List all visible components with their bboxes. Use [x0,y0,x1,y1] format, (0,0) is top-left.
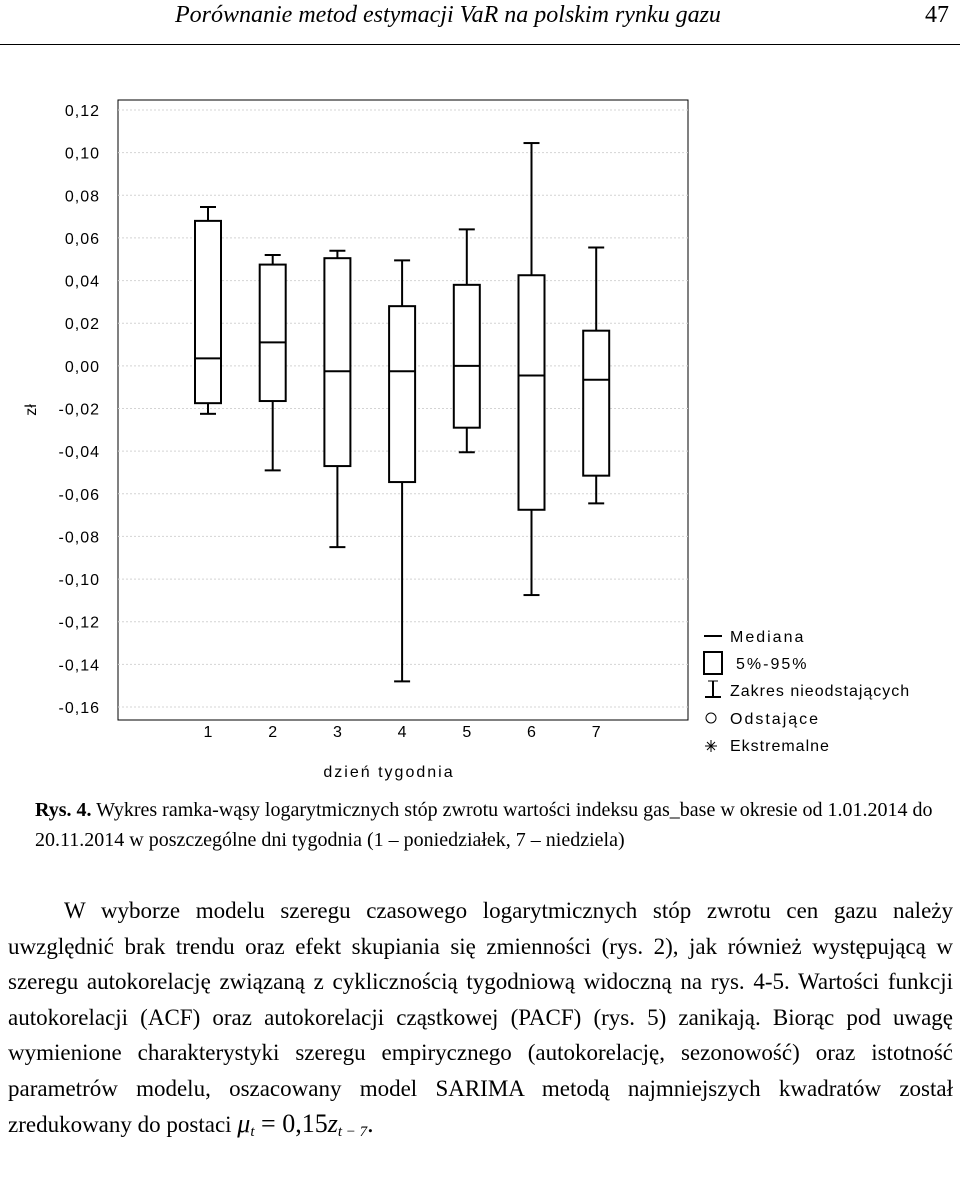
y-tick-label: -0,14 [58,657,100,675]
box-day-6 [519,143,545,595]
y-axis-ticks [59,103,100,717]
y-tick-label: -0,10 [58,572,100,590]
x-tick-label: 7 [591,724,601,741]
legend [704,629,910,755]
y-axis-label: zł [23,404,40,416]
x-tick-label: 2 [268,724,278,741]
formula-eq: = 0,15 [254,1109,328,1138]
legend-item-median: Mediana [730,629,806,646]
formula-var-sub: t − 7 [337,1124,368,1140]
x-tick-label: 3 [332,724,342,741]
y-tick-label: -0,08 [58,529,100,547]
body-text [8,893,953,1151]
legend-box-swatch [704,652,722,674]
x-tick-label: 4 [397,724,407,741]
box-rect [195,221,221,403]
box-rect [324,258,350,466]
y-tick-label: 0,12 [64,103,100,120]
box-day-4 [389,260,415,681]
box-day-1 [195,207,221,414]
y-tick-label: -0,16 [58,700,100,717]
box-rect [519,275,545,510]
box-day-2 [260,255,286,470]
y-tick-label: -0,12 [58,614,100,632]
running-header [0,0,960,45]
box-day-5 [454,229,480,452]
outlier-circle-icon [706,713,716,723]
y-tick-label: 0,02 [64,316,100,334]
formula-var: z [327,1109,338,1138]
formula-end: . [367,1109,374,1138]
box-day-7 [583,248,609,504]
boxes [195,143,609,681]
formula [237,1109,373,1138]
y-tick-label: 0,10 [64,145,100,163]
figure-caption [35,795,935,855]
caption-text: Wykres ramka-wąsy logarytmicznych stóp zwrotu wartości indeksu gas_base w okresie od 1.01.2014 do 20.11.2014 w poszczególne dni tygodnia (1 – poniedziałek, 7 – niedziela) [35,799,933,851]
legend-whisker-swatch [705,681,721,697]
legend-item-box: 5%-95% [736,656,809,673]
legend-item-extreme: Ekstremalne [730,738,830,755]
y-tick-label: -0,06 [58,486,100,504]
body-paragraph [8,893,953,1151]
extreme-asterisk-icon [705,740,717,752]
box-rect [389,306,415,482]
boxplot-chart [0,50,960,790]
legend-item-whisker: Zakres nieodstających [730,683,911,700]
y-tick-label: 0,06 [64,230,100,248]
y-tick-label: -0,02 [58,401,100,419]
box-rect [454,285,480,428]
box-day-3 [324,251,350,547]
paragraph-text: W wyborze modelu szeregu czasowego logarytmicznych stóp zwrotu cen gazu należy uwzględnić brak trendu oraz efekt skupiania się zmienności (rys. 2), jak również występującą w szeregu autokorelację związaną z cyklicznością tygodniową widoczną na rys. 4-5. Wartości funkcji autokorelacji (ACF) oraz autokorelacji cząstkowej (PACF) (rys. 5) zanikają. Biorąc pod uwagę wymienione charakterystyki szeregu empirycznego (autokorelację, sezonowość) oraz istotność parametrów modelu, oszacowany model SARIMA metodą najmniejszych kwadratów został zredukowany do postaci [8,898,953,1137]
legend-item-outlier: Odstające [730,711,821,728]
y-tick-label: -0,04 [58,444,100,462]
formula-lhs-sub: t [250,1124,255,1140]
box-rect [260,265,286,401]
caption-label: Rys. 4. [35,799,92,821]
x-tick-label: 1 [203,724,213,741]
formula-lhs: μ [237,1109,251,1138]
x-tick-label: 5 [462,724,472,741]
y-tick-label: 0,00 [64,358,100,376]
box-rect [583,331,609,476]
x-axis-ticks [204,724,601,741]
x-axis-label: dzień tygodnia [323,764,455,781]
y-tick-label: 0,04 [64,273,100,291]
y-tick-label: 0,08 [64,188,100,206]
page-number: 47 [925,2,949,28]
header-title: Porównanie metod estymacji VaR na polskim rynku gazu [175,2,721,28]
x-tick-label: 6 [527,724,536,741]
